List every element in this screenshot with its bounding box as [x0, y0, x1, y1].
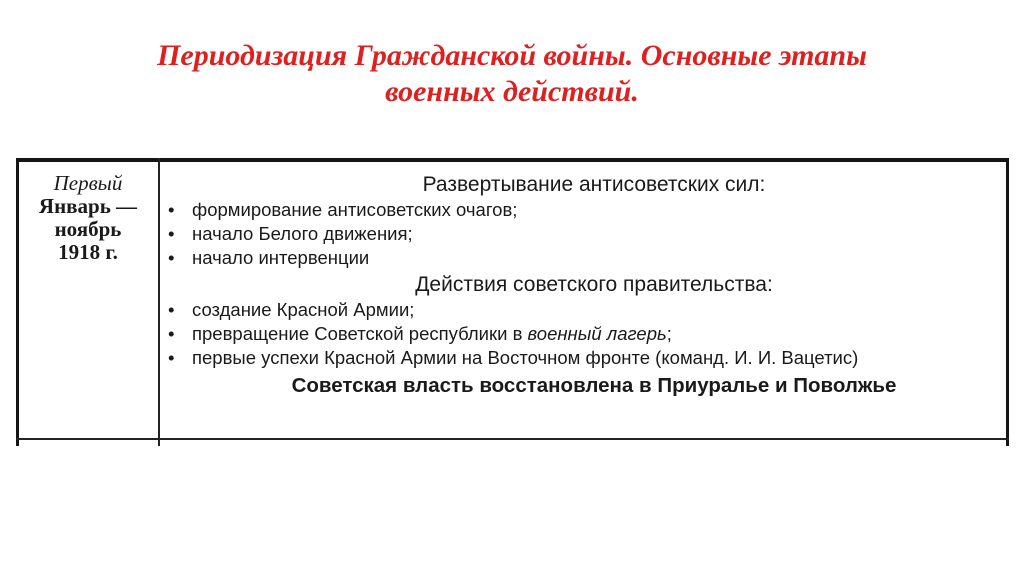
- list-item: [164, 346, 1004, 370]
- list-item-end: ;: [666, 323, 672, 344]
- bullet-icon: •: [168, 323, 175, 344]
- title-line-1: Периодизация Гражданской войны. Основные этапы: [157, 39, 867, 72]
- table-left-border: [16, 158, 19, 446]
- row-divider: [16, 438, 1009, 440]
- list-item: [164, 222, 1004, 246]
- period-name: Первый: [53, 171, 123, 195]
- section-heading-soviet-government: Действия советского правительства:: [415, 273, 773, 296]
- section-heading-anti-soviet: Развертывание антисоветских сил:: [422, 173, 766, 196]
- bullet-icon: •: [168, 299, 175, 320]
- list-item-text: начало Белого движения;: [192, 223, 413, 244]
- list-item-emphasis: военный лагерь: [527, 323, 667, 344]
- periodization-table: [16, 158, 1009, 446]
- list-item: [164, 198, 1004, 222]
- title-line-2: военных действий.: [385, 75, 639, 108]
- bullet-icon: •: [168, 223, 175, 244]
- page-title: [60, 38, 964, 110]
- list-item: [164, 322, 1004, 346]
- list-item: [164, 246, 1004, 270]
- bullet-icon: •: [168, 199, 175, 220]
- table-top-border: [16, 158, 1009, 162]
- period-dates-line-3: 1918 г.: [58, 240, 118, 264]
- list-item-text: формирование антисоветских очагов;: [192, 199, 518, 220]
- list-item: [164, 298, 1004, 322]
- list-item-text: начало интервенции: [192, 247, 370, 268]
- period-dates-line-1: Январь —: [38, 194, 138, 218]
- column-divider: [158, 158, 160, 446]
- content-cell: [164, 172, 1004, 402]
- period-cell: [22, 172, 154, 264]
- table-right-border: [1006, 158, 1009, 446]
- bullet-icon: •: [168, 347, 175, 368]
- list-item-text: превращение Советской республики в: [192, 323, 528, 344]
- period-dates-line-2: ноябрь: [54, 217, 122, 241]
- list-item-text: первые успехи Красной Армии на Восточном фронте (команд. И. И. Вацетис): [192, 347, 859, 368]
- list-item-text: создание Красной Армии;: [192, 299, 415, 320]
- bullet-icon: •: [168, 247, 175, 268]
- result-statement: Советская власть восстановлена в Приуралье и Поволжье: [291, 374, 897, 397]
